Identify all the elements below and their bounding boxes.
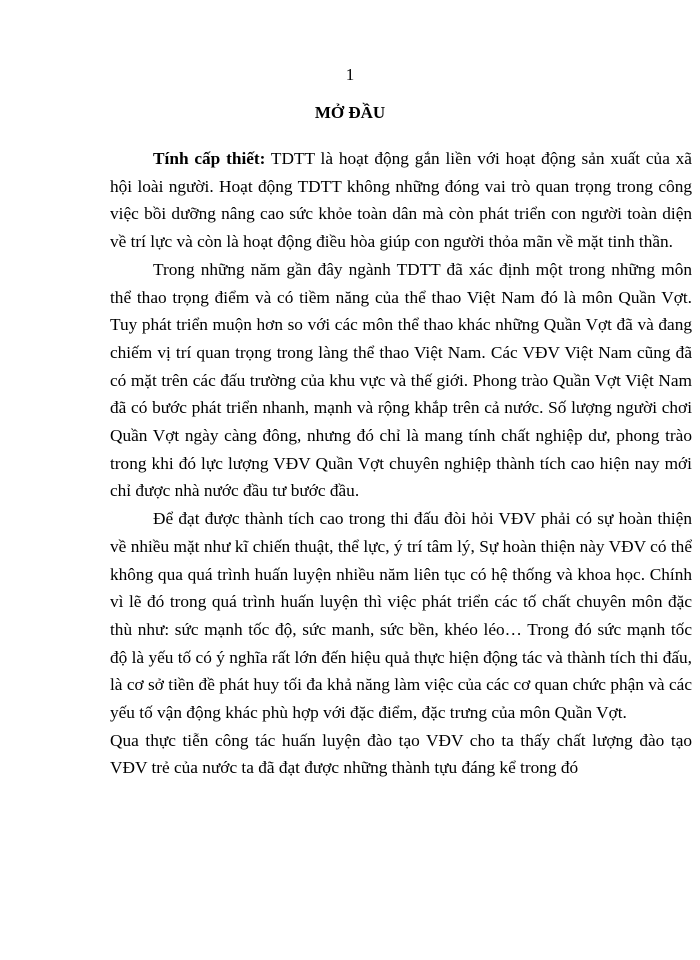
paragraph-text: TDTT là hoạt động gắn liền với hoạt động sản xuất của xã hội loài người. Hoạt động TDTT không những đóng vai trò quan trọng trong công việc bồi dưỡng nâng cao sức khỏe toàn dân mà còn phát triển con người toàn diện về trí lực và còn là hoạt động điều hòa giúp con người thỏa mãn về mặt tinh thần.	[110, 149, 692, 252]
paragraph-athlete-training	[110, 505, 692, 727]
paragraph-training-practice	[110, 727, 692, 782]
paragraph-urgency	[110, 145, 692, 256]
page-title: MỞ ĐẦU	[314, 103, 386, 122]
paragraph-tennis-development	[110, 256, 692, 505]
paragraph-text: Trong những năm gần đây ngành TDTT đã xác định một trong những môn thể thao trọng điểm và có tiềm năng của thể thao Việt Nam đó là môn Quần Vợt. Tuy phát triển muộn hơn so với các môn thể thao khác những Quần Vợt đã và đang chiếm vị trí quan trọng trong làng thể thao Việt Nam. Các VĐV Việt Nam cũng đã có mặt trên các đấu trường của khu vực và thế giới. Phong trào Quần Vợt Việt Nam đã có bước phát triển nhanh, mạnh và rộng khắp trên cả nước. Số lượng người chơi Quần Vợt ngày càng đông, nhưng đó chỉ là mang tính chất nghiệp dư, phong trào trong khi đó lực lượng VĐV Quần Vợt chuyên nghiệp thành tích cao hiện nay mới chỉ được nhà nước đầu tư bước đầu.	[110, 259, 692, 501]
document-body	[110, 145, 692, 782]
paragraph-text: Qua thực tiễn công tác huấn luyện đào tạo VĐV cho ta thấy chất lượng đào tạo VĐV trẻ của nước ta đã đạt được những thành tựu đáng kể trong đó	[110, 730, 692, 778]
paragraph-text: Để đạt được thành tích cao trong thi đấu đòi hỏi VĐV phải có sự hoàn thiện về nhiều mặt như kĩ chiến thuật, thể lực, ý trí tâm lý, Sự hoàn thiện này VĐV có thể không qua quá trình huấn luyện nhiều năm liên tục có hệ thống và khoa học. Chính vì lẽ đó trong quá trình huấn luyện thì việc phát triển các tố chất chuyên môn đặc thù như: sức mạnh tốc độ, sức manh, sức bền, khéo léo… Trong đó sức mạnh tốc độ là yếu tố có ý nghĩa rất lớn đến hiệu quả thực hiện động tác và thành tích thi đấu, là cơ sở tiền đề phát huy tối đa khả năng làm việc của các cơ quan chức phận và các yếu tố vận động khác phù hợp với đặc điểm, đặc trưng của môn Quần Vợt.	[110, 509, 692, 723]
page-number: 1	[345, 65, 355, 84]
paragraph-lead: Tính cấp thiết:	[153, 149, 266, 168]
